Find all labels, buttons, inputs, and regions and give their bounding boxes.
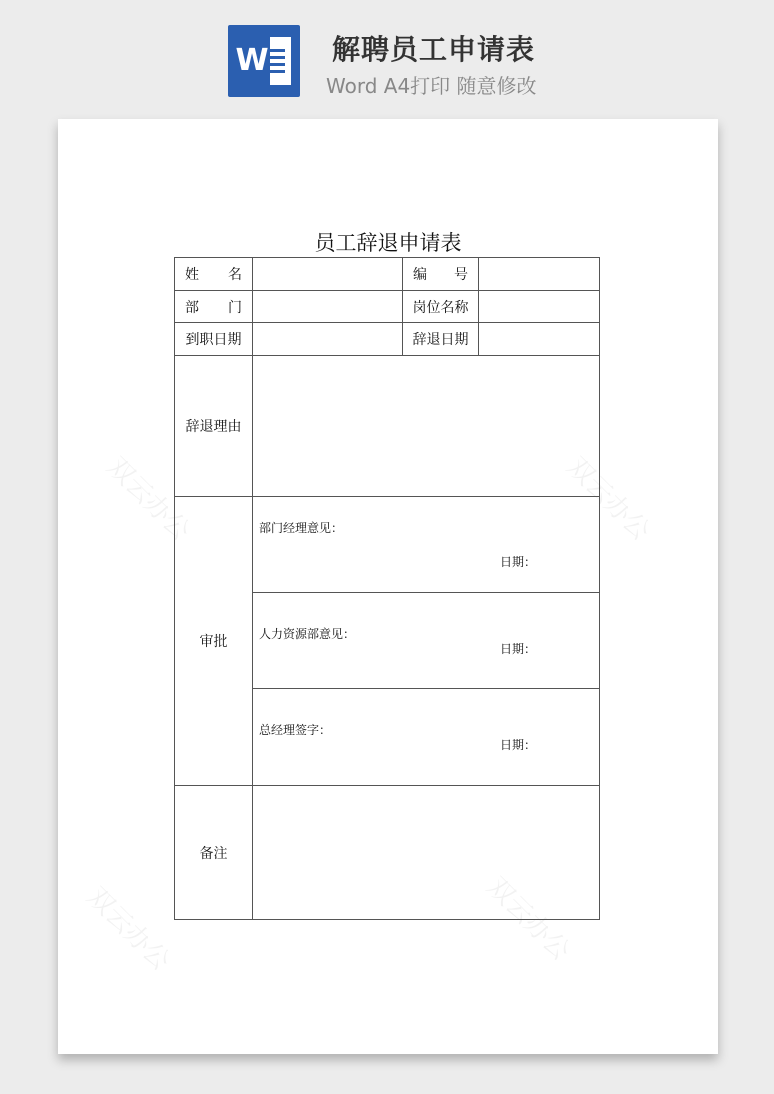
department-field[interactable] [253,291,403,323]
remarks-field[interactable] [253,786,600,920]
remarks-label: 备注 [175,786,253,920]
position-field[interactable] [479,291,600,323]
dismissal-date-label: 辞退日期 [403,323,479,356]
watermark: 双云办公 [80,881,176,977]
watermark: 双云办公 [100,451,196,547]
word-letter: W [234,37,270,85]
employee-number-label: 编 号 [403,258,479,291]
watermark: 双云办公 [480,871,576,967]
resignation-form-table [174,257,600,920]
reason-field[interactable] [253,356,600,497]
date-label: 日期： [500,738,537,752]
table-row [175,356,600,497]
dept-manager-opinion-field[interactable] [253,497,600,593]
employee-number-field[interactable] [479,258,600,291]
table-row [175,291,600,323]
word-icon [228,25,300,97]
table-row [175,497,600,593]
table-row [175,786,600,920]
dismissal-date-field[interactable] [479,323,600,356]
table-row [175,258,600,291]
start-date-field[interactable] [253,323,403,356]
name-field[interactable] [253,258,403,291]
date-label: 日期： [500,555,537,569]
gm-signature-label: 总经理签字： [259,723,332,737]
department-label: 部 门 [175,291,253,323]
table-row [175,323,600,356]
start-date-label: 到职日期 [175,323,253,356]
header-banner [0,0,774,118]
form-title: 员工辞退申请表 [314,231,462,255]
banner-title: 解聘员工申请表 [332,33,536,66]
document-page [58,119,718,1054]
position-label: 岗位名称 [403,291,479,323]
watermark: 双云办公 [560,451,656,547]
reason-label: 辞退理由 [175,356,253,497]
gm-signature-field[interactable] [253,689,600,786]
hr-opinion-field[interactable] [253,593,600,689]
hr-opinion-label: 人力资源部意见： [259,627,356,641]
approval-label: 审批 [175,497,253,786]
name-label: 姓 名 [175,258,253,291]
date-label: 日期： [500,642,537,656]
dept-manager-opinion-label: 部门经理意见： [259,521,344,535]
banner-subtitle: Word A4打印 随意修改 [326,74,537,98]
